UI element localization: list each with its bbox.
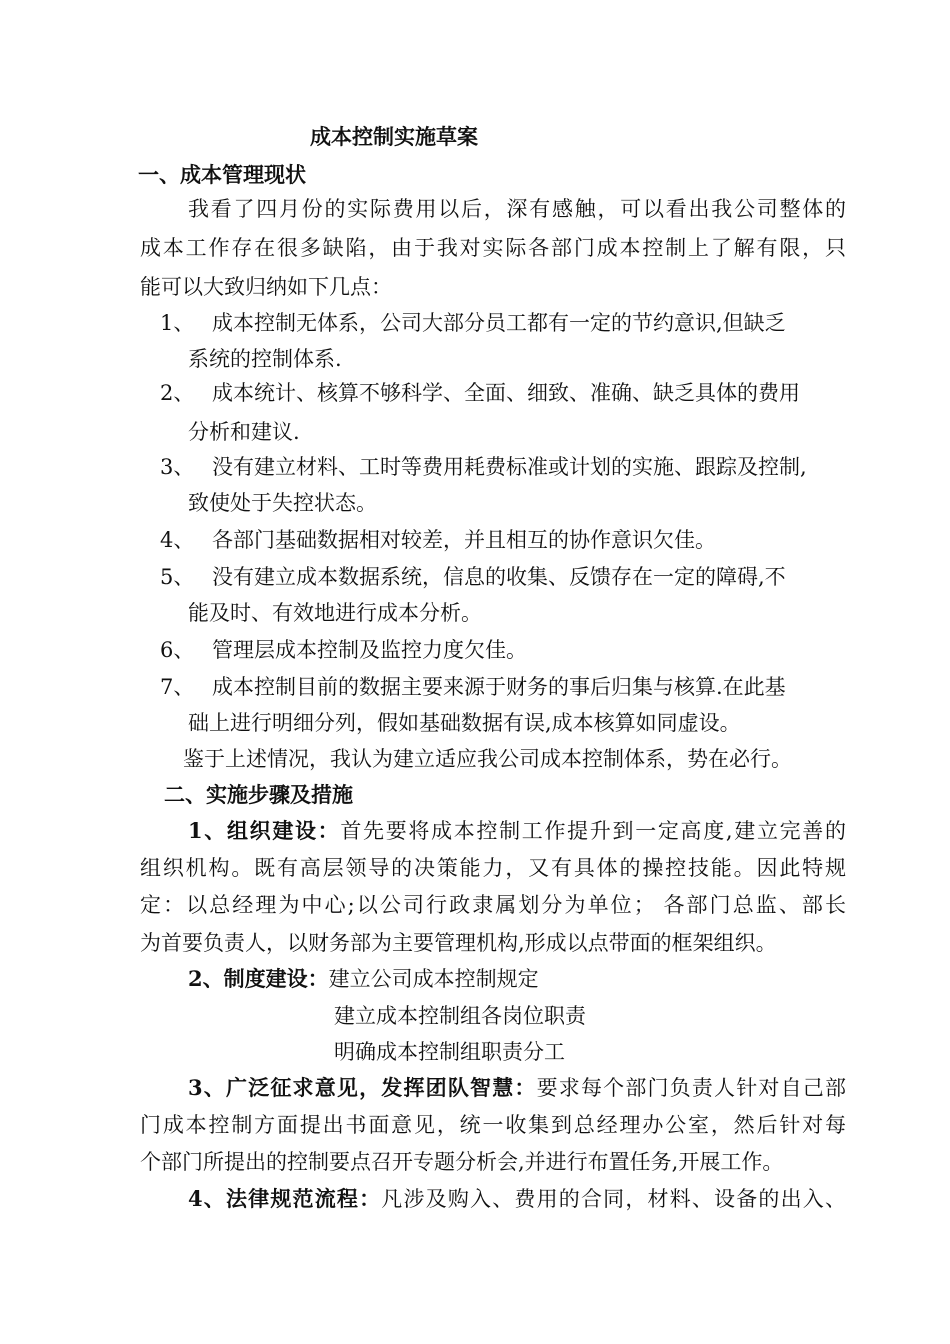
paragraph-label: 4、法律规范流程： (188, 1186, 382, 1211)
list-item-number: 1、 (160, 311, 195, 335)
paragraph-label: 1、组织建设： (188, 818, 341, 843)
list-item-number: 5、 (160, 565, 195, 589)
document-title: 成本控制实施草案 (310, 124, 478, 149)
section2-paragraph-1 (188, 816, 846, 846)
list-item-number: 6、 (160, 638, 195, 662)
list-item-text: 成本控制目前的数据主要来源于财务的事后归集与核算.在此基 (212, 675, 786, 699)
paragraph-text: 要求每个部门负责人针对自己部 (536, 1076, 846, 1100)
list-item-6 (160, 635, 527, 665)
section1-intro-line-3: 能可以大致归纳如下几点： (140, 275, 392, 299)
section2-paragraph-2 (188, 964, 539, 994)
list-item-number: 3、 (160, 455, 195, 479)
list-item-number: 2、 (160, 381, 195, 405)
section2-paragraph-3-line-3: 个部门所提出的控制要点召开专题分析会,并进行布置任务,开展工作。 (140, 1150, 784, 1174)
list-item-3 (160, 452, 807, 482)
list-item-1-continued: 系统的控制体系. (188, 347, 342, 371)
list-item-text: 各部门基础数据相对较差，并且相互的协作意识欠佳。 (212, 528, 716, 552)
section2-paragraph-2-line-3: 明确成本控制组职责分工 (334, 1040, 565, 1064)
list-item-5 (160, 562, 786, 592)
list-item-text: 没有建立材料、工时等费用耗费标准或计划的实施、跟踪及控制, (212, 455, 807, 479)
paragraph-text: 凡涉及购入、费用的合同，材料、设备的出入、 (381, 1187, 846, 1211)
list-item-number: 4、 (160, 528, 195, 552)
section1-intro-line-1: 我看了四月份的实际费用以后，深有感触，可以看出我公司整体的 (188, 197, 846, 221)
section1-heading: 一、成本管理现状 (138, 162, 306, 187)
section2-paragraph-1-line-2: 组织机构。既有高层领导的决策能力，又有具体的操控技能。因此特规 (140, 856, 846, 880)
paragraph-label: 3、广泛征求意见，发挥团队智慧： (188, 1075, 537, 1100)
section2-paragraph-3 (188, 1073, 846, 1103)
section2-paragraph-2-line-2: 建立成本控制组各岗位职责 (334, 1004, 586, 1028)
list-item-7 (160, 672, 786, 702)
list-item-text: 成本统计、核算不够科学、全面、细致、准确、缺乏具体的费用 (212, 381, 800, 405)
list-item-3-continued: 致使处于失控状态。 (188, 491, 377, 515)
paragraph-text: 首先要将成本控制工作提升到一定高度,建立完善的 (340, 819, 846, 843)
paragraph-text: 建立公司成本控制规定 (328, 967, 539, 991)
section2-paragraph-3-line-2: 门成本控制方面提出书面意见，统一收集到总经理办公室，然后针对每 (140, 1113, 846, 1137)
section2-paragraph-1-line-3: 定：以总经理为中心;以公司行政隶属划分为单位； 各部门总监、部长 (140, 893, 846, 917)
list-item-4 (160, 525, 716, 555)
list-item-2 (160, 378, 800, 408)
list-item-number: 7、 (160, 675, 195, 699)
section2-heading: 二、实施步骤及措施 (164, 782, 353, 807)
list-item-2-continued: 分析和建议. (188, 420, 300, 444)
list-item-7-continued: 础上进行明细分列，假如基础数据有误,成本核算如同虚设。 (188, 711, 741, 735)
list-item-text: 没有建立成本数据系统，信息的收集、反馈存在一定的障碍,不 (212, 565, 786, 589)
list-item-text: 成本控制无体系，公司大部分员工都有一定的节约意识,但缺乏 (212, 311, 786, 335)
section2-paragraph-4 (188, 1184, 846, 1214)
section1-intro-line-2: 成本工作存在很多缺陷，由于我对实际各部门成本控制上了解有限，只 (140, 236, 846, 260)
paragraph-label: 2、制度建设： (188, 966, 329, 991)
list-item-text: 管理层成本控制及监控力度欠佳。 (212, 638, 527, 662)
section2-paragraph-1-line-4: 为首要负责人，以财务部为主要管理机构,形成以点带面的框架组织。 (140, 931, 777, 955)
section1-conclusion: 鉴于上述情况，我认为建立适应我公司成本控制体系，势在必行。 (183, 747, 792, 771)
list-item-5-continued: 能及时、有效地进行成本分析。 (188, 601, 482, 625)
list-item-1 (160, 308, 786, 338)
